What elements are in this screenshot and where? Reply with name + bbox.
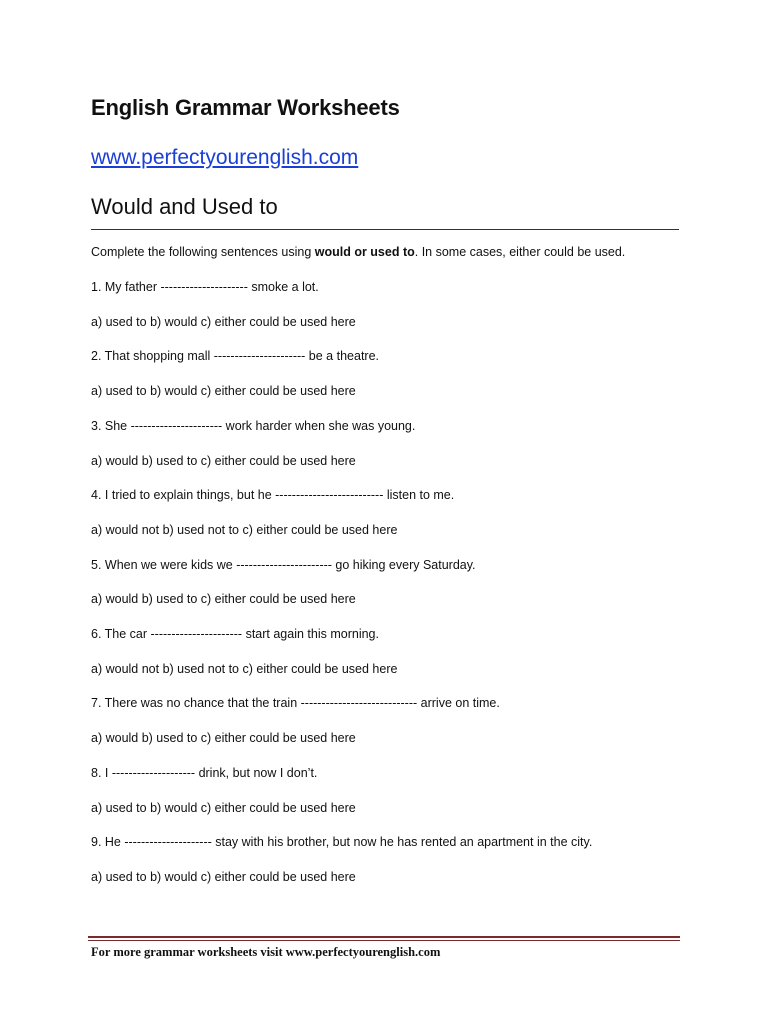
question-1-options: a) used to b) would c) either could be used here [91, 315, 356, 329]
worksheet-subtitle: Would and Used to [91, 194, 278, 219]
footer-text: For more grammar worksheets visit www.perfectyourenglish.com [91, 945, 441, 959]
instructions-bold: would or used to [314, 245, 415, 259]
question-2-options: a) used to b) would c) either could be used here [91, 384, 356, 398]
question-1: 1. My father --------------------- smoke a lot. [91, 280, 319, 294]
question-4: 4. I tried to explain things, but he -------------------------- listen to me. [91, 488, 455, 502]
instructions-suffix: . In some cases, either could be used. [414, 245, 626, 259]
question-8: 8. I -------------------- drink, but now I don’t. [91, 766, 318, 780]
question-5: 5. When we were kids we ----------------------- go hiking every Saturday. [91, 558, 476, 572]
question-7: 7. There was no chance that the train ---------------------------- arrive on time. [91, 696, 500, 710]
question-8-options: a) used to b) would c) either could be used here [91, 801, 356, 815]
instructions-prefix: Complete the following sentences using [91, 245, 315, 259]
question-6-options: a) would not b) used not to c) either could be used here [91, 662, 398, 676]
page-title: English Grammar Worksheets [91, 95, 400, 120]
question-2: 2. That shopping mall ---------------------- be a theatre. [91, 349, 380, 363]
question-3-options: a) would b) used to c) either could be used here [91, 454, 356, 468]
question-4-options: a) would not b) used not to c) either could be used here [91, 523, 398, 537]
question-9-options: a) used to b) would c) either could be used here [91, 870, 356, 884]
website-link[interactable]: www.perfectyourenglish.com [91, 146, 359, 169]
question-9: 9. He --------------------- stay with his brother, but now he has rented an apartment in the city. [91, 835, 593, 849]
question-5-options: a) would b) used to c) either could be used here [91, 592, 356, 606]
question-7-options: a) would b) used to c) either could be used here [91, 731, 356, 745]
question-6: 6. The car ---------------------- start again this morning. [91, 627, 379, 641]
title-divider [91, 229, 679, 230]
footer-divider-thick [88, 936, 680, 938]
instructions [91, 245, 625, 259]
footer-divider-thin [88, 940, 680, 941]
question-3: 3. She ---------------------- work harder when she was young. [91, 419, 416, 433]
